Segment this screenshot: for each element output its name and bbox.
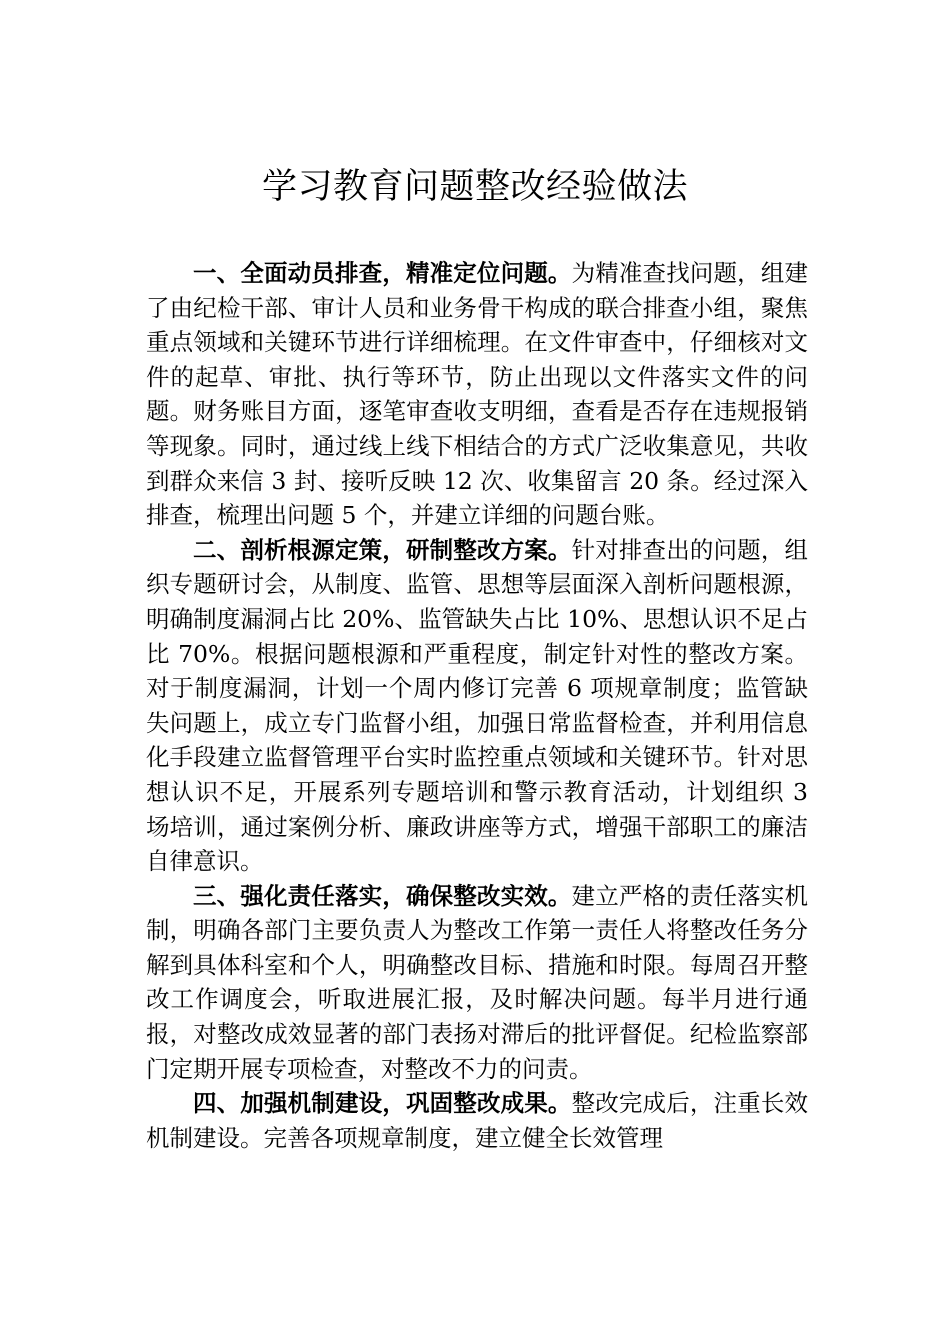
document-title: 学习教育问题整改经验做法 <box>261 167 688 207</box>
paragraph-heading: 一、全面动员排查，精准定位问题。 <box>193 259 572 287</box>
paragraph-2 <box>146 533 808 879</box>
paragraph-heading: 四、加强机制建设，巩固整改成果。 <box>193 1089 572 1118</box>
paragraph-heading: 二、剖析根源定策，研制整改方案。 <box>193 535 572 564</box>
paragraph-4 <box>146 1086 808 1155</box>
paragraph-text: 针对排查出的问题，组织专题研讨会，从制度、监管、思想等层面深入剖析问题根源，明确制度漏洞占比 20%、监管缺失占比 10%、思想认识不足占比 70%。根据问题根源和严重程度，制定针对性的整改方案。对于制度漏洞，计划一个周内修订完善 6 项规章制度；监管缺失问题上，成立专门监督小组，加强日常监督检查，并利用信息化手段建立监督管理平台实时监控重点领域和关键环节。针对思想认识不足，开展系列专题培训和警示教育活动，计划组织 3 场培训，通过案例分析、廉政讲座等方式，增强干部职工的廉洁自律意识。 <box>146 535 809 876</box>
document-body <box>146 256 808 1155</box>
paragraph-text: 为精准查找问题，组建了由纪检干部、审计人员和业务骨干构成的联合排查小组，聚焦重点领域和关键环节进行详细梳理。在文件审查中，仔细核对文件的起草、审批、执行等环节，防止出现以文件落实文件的问题。财务账目方面，逐笔审查收支明细，查看是否存在违规报销等现象。同时，通过线上线下相结合的方式广泛收集意见，共收到群众来信 3 封、接听反映 12 次、收集留言 20 条。经过深入排查，梳理出问题 5 个，并建立详细的问题台账。 <box>146 259 809 530</box>
paragraph-text: 整改完成后，注重长效机制建设。完善各项规章制度，建立健全长效管理 <box>146 1089 809 1152</box>
paragraph-3 <box>146 879 808 1087</box>
paragraph-1 <box>146 256 808 533</box>
paragraph-heading: 三、强化责任落实，确保整改实效。 <box>193 881 572 910</box>
paragraph-text: 建立严格的责任落实机制，明确各部门主要负责人为整改工作第一责任人将整改任务分解到具体科室和个人，明确整改目标、措施和时限。每周召开整改工作调度会，听取进展汇报，及时解决问题。每半月进行通报，对整改成效显著的部门表扬对滞后的批评督促。纪检监察部门定期开展专项检查，对整改不力的问责。 <box>146 881 809 1083</box>
